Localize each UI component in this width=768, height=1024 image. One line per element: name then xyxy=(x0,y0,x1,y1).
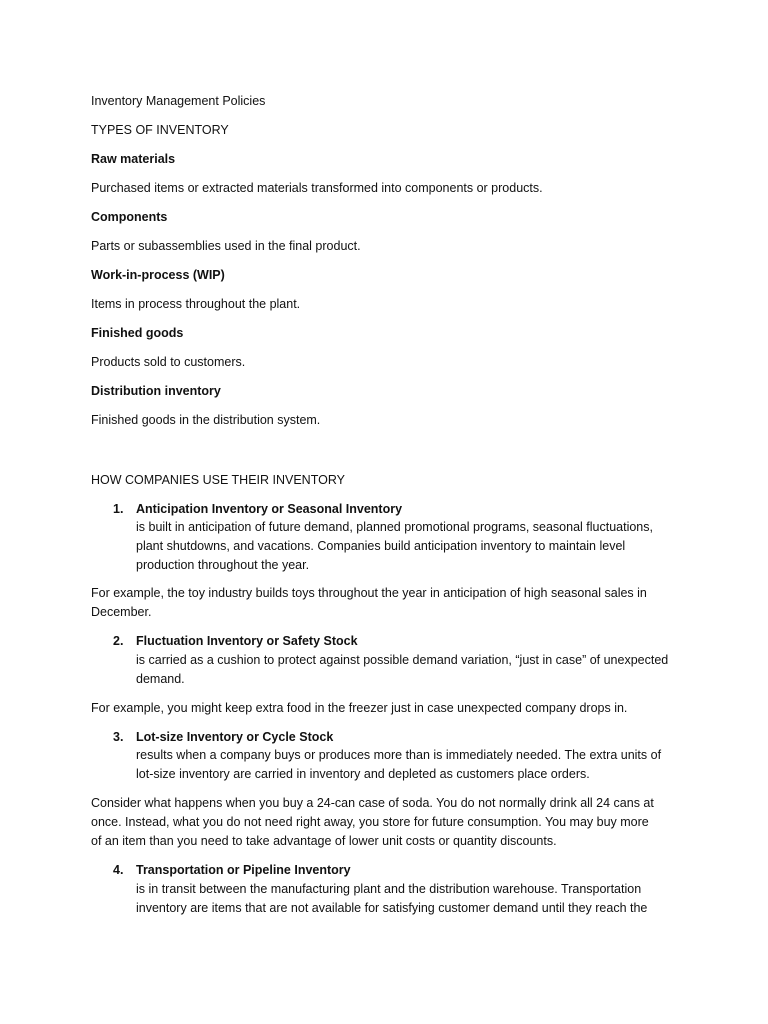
list-number: 2. xyxy=(113,634,124,648)
use-text-line: is carried as a cushion to protect against possible demand variation, “just in case” of unexpected xyxy=(136,653,669,667)
use-text-line: is in transit between the manufacturing plant and the distribution warehouse. Transportation xyxy=(136,882,642,896)
types-heading: TYPES OF INVENTORY xyxy=(91,123,229,137)
use-name-fluctuation: Fluctuation Inventory or Safety Stock xyxy=(136,634,358,648)
example-line: once. Instead, what you do not need right away, you store for future consumption. You may buy more xyxy=(91,815,649,829)
use-text-line: is built in anticipation of future demand, planned promotional programs, seasonal fluctuations, xyxy=(136,520,653,534)
use-text-line: results when a company buys or produces more than is immediately needed. The extra units of xyxy=(136,748,662,762)
type-desc-finished-goods: Products sold to customers. xyxy=(91,355,246,369)
type-name-components: Components xyxy=(91,210,168,224)
example-line: December. xyxy=(91,605,152,619)
type-name-wip: Work-in-process (WIP) xyxy=(91,268,225,282)
list-number: 3. xyxy=(113,730,124,744)
use-text-line: inventory are items that are not available for satisfying customer demand until they reach the xyxy=(136,901,648,915)
type-desc-raw-materials: Purchased items or extracted materials transformed into components or products. xyxy=(91,181,543,195)
use-name-anticipation: Anticipation Inventory or Seasonal Inventory xyxy=(136,502,403,516)
type-name-finished-goods: Finished goods xyxy=(91,326,184,340)
example-line: Consider what happens when you buy a 24-can case of soda. You do not normally drink all 24 cans at xyxy=(91,796,654,810)
type-desc-wip: Items in process throughout the plant. xyxy=(91,297,301,311)
list-number: 4. xyxy=(113,863,124,877)
use-text-line: plant shutdowns, and vacations. Companies build anticipation inventory to maintain level xyxy=(136,539,626,553)
example-line: of an item than you need to take advantage of lower unit costs or quantity discounts. xyxy=(91,834,557,848)
use-text-line: production throughout the year. xyxy=(136,558,310,572)
use-text-line: lot-size inventory are carried in inventory and depleted as customers place orders. xyxy=(136,767,590,781)
type-desc-components: Parts or subassemblies used in the final product. xyxy=(91,239,361,253)
doc-title: Inventory Management Policies xyxy=(91,94,266,108)
use-name-lot-size: Lot-size Inventory or Cycle Stock xyxy=(136,730,334,744)
type-desc-distribution: Finished goods in the distribution system. xyxy=(91,413,321,427)
type-name-raw-materials: Raw materials xyxy=(91,152,176,166)
uses-heading: HOW COMPANIES USE THEIR INVENTORY xyxy=(91,473,345,487)
use-text-line: demand. xyxy=(136,672,185,686)
type-name-distribution: Distribution inventory xyxy=(91,384,221,398)
example-line: For example, the toy industry builds toys throughout the year in anticipation of high seasonal sales in xyxy=(91,586,647,600)
list-number: 1. xyxy=(113,502,124,516)
use-name-transportation: Transportation or Pipeline Inventory xyxy=(136,863,351,877)
example-line: For example, you might keep extra food in the freezer just in case unexpected company drops in. xyxy=(91,701,628,715)
